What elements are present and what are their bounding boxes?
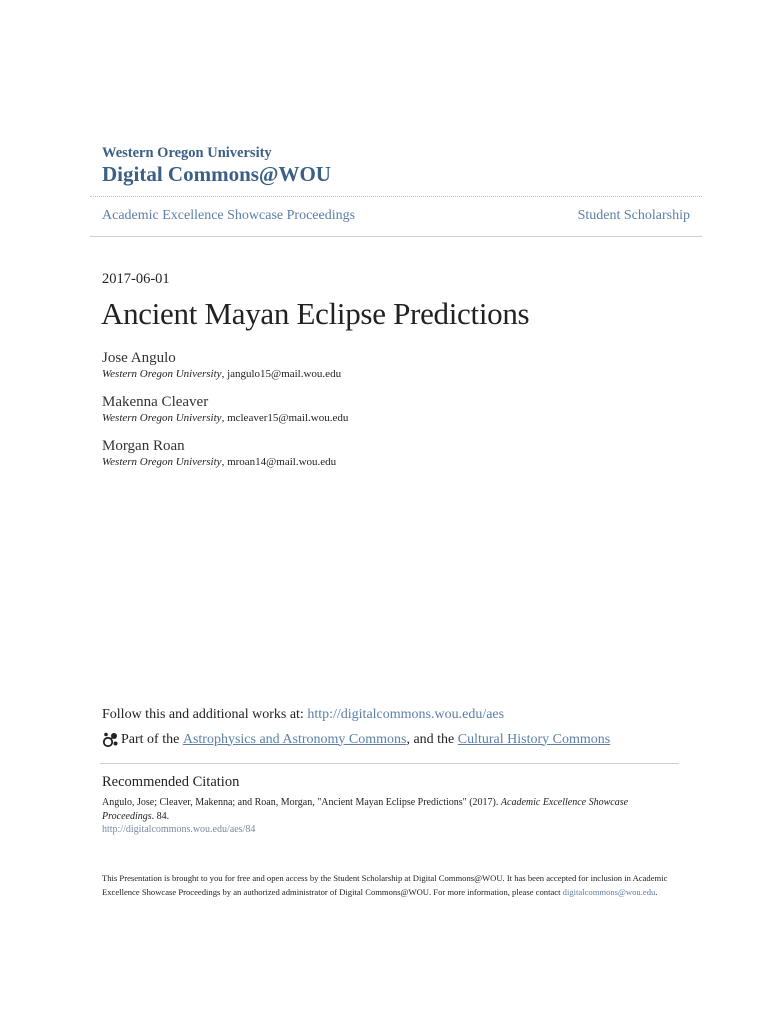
part-of-line [102,731,610,748]
category-link[interactable]: Student Scholarship [577,208,690,223]
citation-authors: Angulo, Jose; Cleaver, Makenna; and Roan, Morgan, "Ancient Mayan Eclipse Predictions" (2017). [102,797,501,808]
author-email[interactable]: , jangulo15@mail.wou.edu [221,368,342,380]
author-name: Jose Angulo [102,350,176,366]
access-notice [102,872,682,899]
author-affiliation [102,411,722,426]
astrophysics-commons-link[interactable]: Astrophysics and Astronomy Commons [182,731,407,747]
follow-label: Follow this and additional works at: [102,707,308,722]
author-email[interactable]: , mroan14@mail.wou.edu [221,456,337,468]
institution-name[interactable]: Western Oregon University [102,145,272,161]
repository-name[interactable]: Digital Commons@WOU [102,162,331,186]
part-of-prefix: Part of the [121,731,180,747]
author-affiliation [102,367,722,382]
author-entry [102,393,722,426]
author-affiliation [102,455,722,470]
author-email[interactable]: , mcleaver15@mail.wou.edu [221,412,349,424]
part-of-middle: , and the [406,731,455,747]
collection-link[interactable]: Academic Excellence Showcase Proceedings [102,208,356,223]
author-entry [102,349,722,382]
follow-line [102,707,504,723]
follow-url-link[interactable]: http://digitalcommons.wou.edu/aes [307,707,505,722]
header-divider [90,196,702,197]
author-name: Morgan Roan [102,438,185,454]
contact-email-link[interactable]: digitalcommons@wou.edu [562,886,656,897]
publication-date: 2017-06-01 [102,271,170,287]
affiliation-name: Western Oregon University [102,412,222,424]
author-list [102,349,722,481]
citation-heading: Recommended Citation [102,774,240,790]
citation-divider [100,763,679,764]
breadcrumb-divider [90,236,702,237]
cultural-history-commons-link[interactable]: Cultural History Commons [457,731,611,747]
affiliation-name: Western Oregon University [102,456,222,468]
affiliation-name: Western Oregon University [102,368,222,380]
citation-suffix: . 84. [151,810,170,822]
citation-journal: Academic Excellence Showcase Proceedings [102,797,629,822]
paper-title: Ancient Mayan Eclipse Predictions [101,296,530,331]
network-icon [102,731,119,748]
notice-end: . [655,886,658,897]
author-entry [102,437,722,470]
author-name: Makenna Cleaver [102,394,209,410]
citation-text [102,796,662,823]
notice-text: This Presentation is brought to you for free and open access by the Student Scholarship at Digital Commons@WOU. It has been accepted for inclusion in Academic Excellence Showcase Proceedings by an authorized administrator of Digital Commons@WOU. For more information, please contact [102,873,668,897]
citation-url[interactable]: http://digitalcommons.wou.edu/aes/84 [102,824,256,835]
